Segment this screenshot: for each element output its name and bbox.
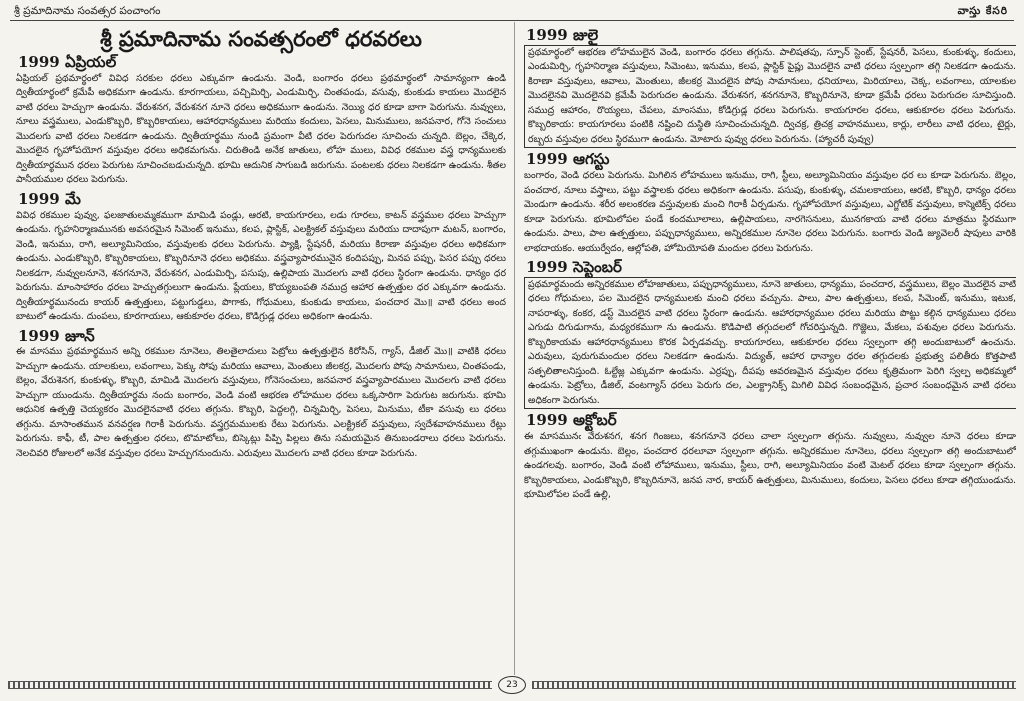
section-heading-august: 1999 ఆగస్టు (526, 150, 610, 169)
right-column (524, 26, 1016, 671)
section-text-june: ఈ మాసము ప్రథమార్థమున అన్ని రకముల నూనెలు, తిలతైలాదులు పెట్రోలు ఉత్పత్తులైన కిరోసిన్, గ్యాస్, డీజిల్ మొ॥ వాటికి ధరలు హెచ్చుగా ఉండును. యాలకులు, లవంగాలు, పెక్కు సోపు మరియు ఆవాలు, మెంతులు జీలకర్ర, మొదలగు పోపు సామానులు, చింతపండు, బెల్లం, వేరుశెనగ, కుంకుళ్ళు, కొబ్బరి, మామిడి మొదలగు వస్తువులు, గోనెసంచులు, జనపనార వస్త్రవ్యాపారములు మొదలగు వాటి ధరలు హెచ్చుగా యుండును. ద్వితీయార్థమ నందు బంగారం, వెండి వంటి ఆభరణ లోహముల ధరలు ఒక్కసారిగా పెరుగుట జరుగును. భూమి ఆధునిక ఉత్పత్తి చెయ్యకరం మొదలైనవాటి ధరలు తగ్గును. కొబ్బరి, పెద్దలగ్గి, చిన్నమిర్చి, పెసలు, మినుము, టీకా వసువు లు ధరలు తగ్గును. మాసాంతమున వనవర్షణ గిరాకీ పెరుగును. వస్త్రగ్రమములకు రేటు పెరుగును. ఎలక్ట్రికల్ వస్తువులు, స్వదేశవాహనములు రేట్లు పెరుగును. కాఫీ, టీ, పాల ఉత్పత్తుల ధరలు, టొమాటోలు, బిస్కెట్లు పిప్పి పిల్లలు తిను సమయమైన తినుబండరాలు ధరలు పెరుగును. నెలచివరి రోజులలో అనేక వస్తువుల ధరలు హెచ్చుగనుందును. ఎరువులు మొదలగు వాటి ధరలు కూడా పెరుగును. (16, 346, 506, 459)
article-title: శ్రీ ప్రమాదినామ సంవత్సరంలో ధరవరలు (100, 26, 422, 51)
running-header (10, 4, 1014, 21)
header-title: శ్రీ ప్రమాదినామ సంవత్సర పంచాంగం (14, 4, 161, 17)
section-heading-september: 1999 సెప్టెంబర్ (526, 258, 622, 276)
footer-ornament-right (532, 681, 1016, 689)
page-footer (8, 677, 1016, 693)
section-text-october: ఈ మాసమునఁ వేరుశనగ, శనగ గింజలు, శనగనూనె ధరలు చాలా స్వల్పంగా తగ్గును. నువ్వులు, నువ్వుల నూనె ధరలు కూడా తగ్గుముఖంగా ఉండును. బెల్లం, పంచదార ధరలూవా స్వల్పంగా తగ్గును. అన్నిరకముల నూనెలు, ధరలు స్వల్పంగా తగ్గి అందుబాటులో ఉండగలవు. బంగారం, వెండి వంటి లోహాములు, ఇనుము, స్టీలు, రాగి, అల్యూమినియం వంటి మెటల్ ధరలు కూడా స్వల్పంగా తగ్గును. కొబ్బరికాయలు, ఎండుకొబ్బరి, కొబ్బరినూనె, జనప నార, కాయర్ ఉత్పత్తులు, మినుములు, కందులు, పెసలు ధరలు కూడా తగ్గియుండును. భూమిలోపల పండే ఉల్లి, (524, 431, 1016, 500)
section-heading-april: 1999 ఏప్రియల్ (18, 53, 117, 72)
section-text-september: ప్రథమార్థమందు అన్నిరకముల లోహజాతులు, పప్పుధాన్యములు, నూనె జాతులు, ధాన్యము, పంచదార, వస్త్రములు, బెల్లం మొదలైన వాటి ధరలు గోధుమలు, పల మొదలైన ధాన్యములకు మంచి ధరలు వచ్చును. పాలు, పాల ఉత్పత్తులు, కలప, సిమెంట్, ఇనుము, ఇటుక, నాపరాళ్ళు, కంకర, డస్ట్ మొదలైన వాటి ధరలు స్థిరంగా ఉండును. ఆహారధాన్యముల ధరలు మరియు పొట్టు కల్గిన ధాన్యములు ధరలు ఎగుడు దిగుడుగాను, మధ్యరకముగా ను ఉండును. కొడిపాటి తగ్గుదలలో గోచరిస్తున్నది. గొజ్జెలు, మేకలు, పశువుల ధరలు పెరుగును. కొబ్బరికాయమ ఆహారధాన్యములు కొరక ఏర్పడవచ్చు. కాయగూరలు, ఆకుకూరల ధరలు స్వల్పంగా తగ్గి అందుబాటులో ఉంచును. ఎరువులు, పురుగుమందుల ధరలు నిలకడగా ఉండును. విద్యుత్, ఆహార ధాన్యాల ధరల తగ్గుదలకు ప్రభుత్వ పలితీరు కొత్తపాటి సత్ఫలితాలనిస్తుంది. ఓల్టేజ్ల ఎక్కువగా ఉండును. ఎర్రప్పు, దీపపు ఆవరణమైన వస్తువుల ధరలు కృత్రిమంగా పెరిగి స్వల్ప అధికమ్మలో ఉండును. పెట్రోలు, డీజిల్, వంటగ్యాస్ ధరలు పెరుగు దల, ఎలక్ట్రానిక్స్ మిగిలి వివిధ సంబంధమైన, ప్రచార సంబంధమైన వాటి ధరలు అధికంగా పెరుగును. (524, 277, 1016, 410)
section-text-july: ప్రథమార్థంలో ఆభరణ లోహములైన వెండి, బంగారం ధరలు తగ్గును. పాలిషతపు, స్పూన్ స్టెంట్, స్టేషనరీ, పెసలు, కుంకుళ్ళు, కందులు, ఎండుమిర్చి, గృహనిర్మాణ వస్తువులు, సిమెంటు, ఇనుము, కలప, ప్లాస్టిక్ పైప్లు మొదలైన వాటి ధరలు స్వల్పంగా తగ్గి నిలకడగా ఉండును. కిరాణా వస్తువులు, ఆవాలు, మెంతులు, జీలకర్ర మొదలైన పోపు సామానులు, ధనియాలు, మిరియాలు, చెక్క, లవంగాలు, యాలకుల మొదలైనవి మొదలైనవి క్రమేపీ పెరుగుదల ఉండును. వేరుశనగ, శనగనూనె, కొబ్బరినూనె, కూడా క్రమేపీ ధరలు పెరుగుదల సూచిస్తుంది. సముద్ర ఆహారం, రొయ్యలు, చేపలు, మాంసము, కోడిగ్రుడ్ల ధరలు పెరుగును. కాయగూరల ధరలు, ఆకుకూరల ధరలు పెరుగును. కొబ్బరికాయ: కాయగూరలు పంటికి నష్టించి దుస్థితి సూచించుచున్నది. ద్విచక్ర, త్రిచక్ర వాహనములు, కార్లు, లారీలు వాటి ధరలు, టైర్లు, రబ్బరు వస్తువుల ధరలు స్థిరముగా ఉండును. మోటారు పువ్వు ధరలు పెరుగును. (హ్యాచరీ పువ్వు) (524, 45, 1016, 149)
section-heading-october: 1999 అక్టోబర్ (526, 411, 617, 430)
section-heading-may: 1999 మే (18, 189, 81, 208)
footer-ornament-left (8, 681, 492, 689)
section-heading-july: 1999 జులై (526, 26, 599, 44)
left-column (16, 26, 506, 671)
column-divider (514, 22, 515, 675)
section-text-may: వివిధ రకముల పువ్వు, ఫలజాతులమ్మకముగా మామిడి పండ్లు, ఆరటి, కాయగూరలు, లడు గూరలు, కాటన్ వస్త్రముల ధరలు హెచ్చుగా ఉండును. గృహనిర్మాణమునకు అవసరమైన సిమెంట్ ఇనుము, కలప, ప్లాస్టిక్, ఎలక్ట్రికల్ వస్తువులు మరియు దాదాపుగా మటన్, బంగారం, వెండి, ఇనుము, రాగి, అల్యూమినియం, వస్తువులకు ధరలు పెరుగును. ప్యాక్షి, స్టేషనరీ, మరియు కిరాణా వస్తువుల ధరలు అధికమగా ఉండును. ఎండుకొబ్బరి, కొబ్బరికాయలు, కొబ్బరినూనె ధరలు అధికము. వస్త్రవ్యాపారమునైన కందిపప్పు, మినప పప్పు, పెసర పప్పు ధరలు నిలకడగా, నువ్వులనూనె, శనగనూనె, వేరుశనగ, ఎండుమిర్చి, పసుపు, ఉల్లిపాయ మొదలగు వాటి ధరలు స్థిరంగా ఉండును. ధాన్యం ధర పెరుగును. మాంసాహారం ధరలు హెచ్చుతగ్గులుగా ఉండును. ప్లేయలు, కొయ్యబంపతి నముద్ర ఆహార ఉత్పత్తుల ధర ఎక్కువగా ఉండును. ద్వితీయార్థమునందు కాయర్ ఉత్పత్తులు, పట్టుగుడ్డలు, పొగాకు, గోధుమలు, కుంకుడు కాయలు, పంచదార మొ॥ వాటి ధరలు అంద బాటులో ఉండును. దుంపలు, కూరగాయలు, ఆకుకూరల ధరలు, కొడిగ్రుడ్ల ధరలు అధికంగా ఉండును. (16, 209, 506, 323)
section-heading-june: 1999 జూన్ (18, 326, 95, 345)
section-text-april: ఏప్రియల్ ప్రథమార్థంలో వివిధ సరకుల ధరలు ఎక్కువగా ఉండును. వెండి, బంగారం ధరలు ప్రథమార్థంలో సామాన్యంగా ఉండి ద్వితీయార్థంలో క్రమేపీ అధికమగా ఉండును. కూరగాయలు, పచ్చిమిర్చి, ఎండుమిర్చి, చింతపండు, వసువు, కుంకుడు కాయలు మొదలైన వాటి ధరలు హెచ్చుగా ఉండును. వేరుశనగ, వేరుశనగ నూనె ధరలు అధికముగా ఉండును. నెయ్యి ధర కూడా బాగా పెరుగును. నువ్వులు, నూలు వస్త్రములు, ఎండుకొబ్బరి, కొబ్బరికాయలు, ఆహారధాన్యములు మరియు కందులు, పెసలు, మినుములు, జనపనార, గోనె సంచులు మొదలగు వాటి ధరలు నిలకడగా ఉండును. ద్వితీయార్థము నుండి ప్రమంగా వీటి ధరల పెరుగుదల సూచించు చున్నది. బెల్లం, చేక్కెర, మొదలైన గృహోపయోగ వస్తువుల ధరలు అధికమగును. చిరుతిండి అనేక జాతులు, లోహ ములు, వివిధ రకముల వస్త్ర ధాన్యములకు ద్వితీయార్థమున ధరలు పెరుగుట సూచించబడుచున్నది. భూమి ఆదునిక సాగుబడి జరుగును. పంటలకు ధరలు నిలకడగా ఉండును. శీతల పానీయముల ధరలు పెరుగును. (16, 72, 506, 186)
page-number: 23 (498, 676, 526, 694)
section-text-august: బంగారం, వెండి ధరలు పెరుగును. మిగిలిన లోహములు ఇనుము, రాగి, స్టీలు, అల్యూమినియం వస్తువుల ధర లు కూడా పెరుగును. బెల్లం, పంచదార, నూలు వస్త్రాలు, పట్టు వస్త్రాలకు ధరలు అధికంగా ఉండును. పసుపు, కుంకుళ్ళు, చమలకాయలు, ఆరటి, కొబ్బరి, ధాన్యం ధరలు మెండుగా ఉండును. శరీర అలంకరణ వస్తువులకు మంచి గిరాకీ ఏర్పడును. గృహోపయోగ వస్తువులు, ఎగ్జోటిక్ వస్తువులు, కాస్మెటిక్స్ ధరలు కూడా పెరుగును. భూమిలోపల పండే కందమూలాలు, ఉల్లిపాయలు, నారగెసనులు, మునగకాయ వాటి ధరలు మాత్రము స్థిరముగా ఉండును. పాలు, పాల ఉత్పత్తులు, పప్పుధాన్యములు, అన్నిరకముల నూనెల ధరలు పెరుగును. బంగారు వెండి జ్యువెలరీ షాపులు వారికి లాభదాయకం. ఆయుర్వేదం, ఆల్లోపతి, హోమియోపతి మందుల ధరలు పెరుగును. (524, 170, 1016, 254)
header-publication: వాస్తు కేసరి (957, 4, 1008, 17)
